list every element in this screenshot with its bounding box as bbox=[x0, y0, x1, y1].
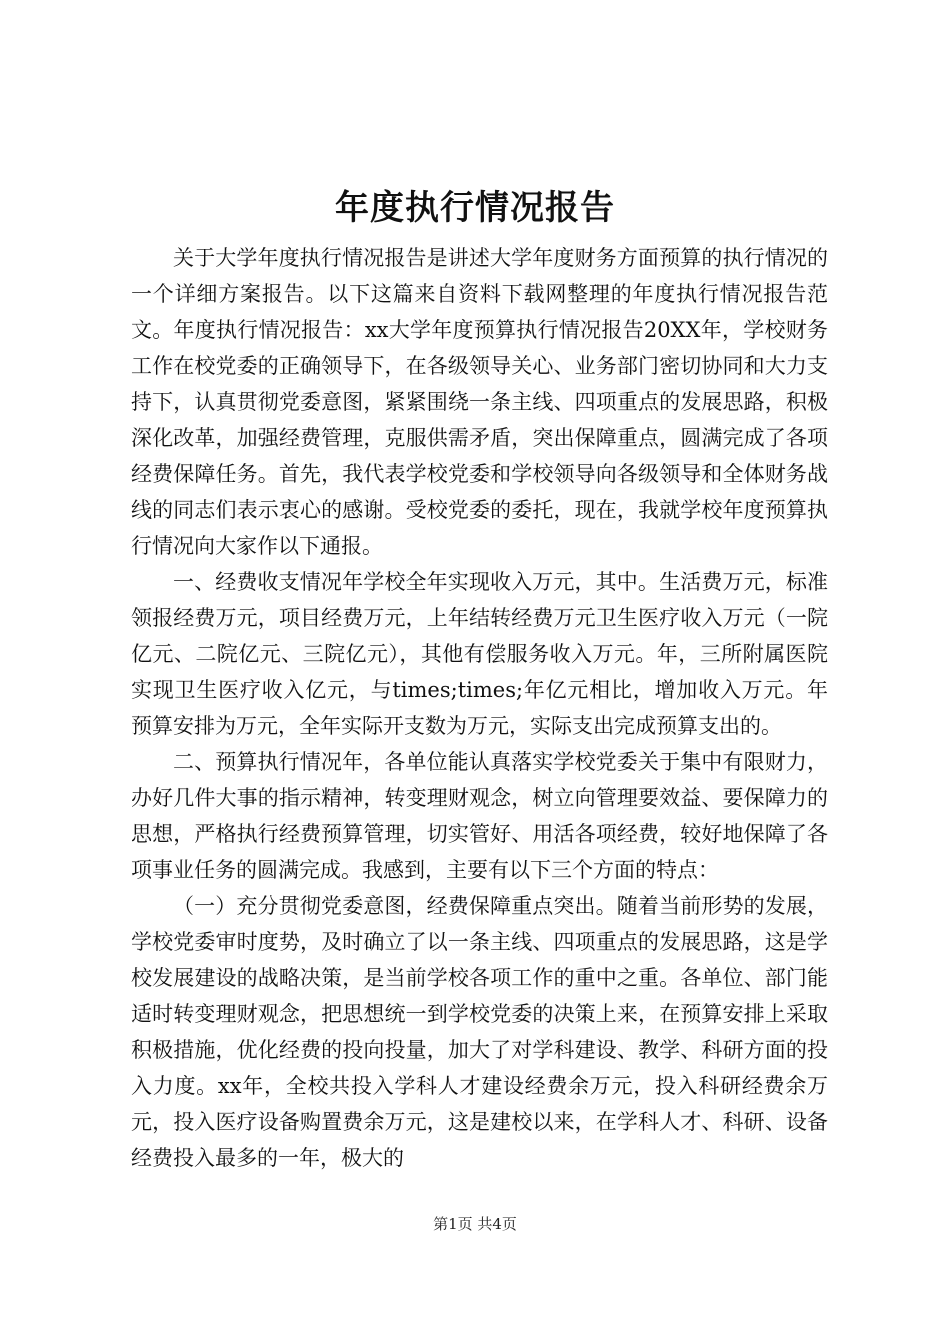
body-paragraph: 一、经费收支情况年学校全年实现收入万元，其中。生活费万元，标准领报经费万元，项目经费万元，上年结转经费万元卫生医疗收入万元（一院亿元、二院亿元、三院亿元），其他有偿服务收入万元。年，三所附属医院实现卫生医疗收入亿元，与times;times;年亿元相比，增加收入万元。年预算安排为万元，全年实际开支数为万元，实际支出完成预算支出的。 bbox=[131, 570, 828, 738]
body-paragraph: 关于大学年度执行情况报告是讲述大学年度财务方面预算的执行情况的一个详细方案报告。以下这篇来自资料下载网整理的年度执行情况报告范文。年度执行情况报告：xx大学年度预算执行情况报告20XX年，学校财务工作在校党委的正确领导下，在各级领导关心、业务部门密切协同和大力支持下，认真贯彻党委意图，紧紧围绕一条主线、四项重点的发展思路，积极深化改革，加强经费管理，克服供需矛盾，突出保障重点，圆满完成了各项经费保障任务。首先，我代表学校党委和学校领导向各级领导和全体财务战线的同志们表示衷心的感谢。受校党委的委托，现在，我就学校年度预算执行情况向大家作以下通报。 bbox=[131, 246, 828, 558]
document-body bbox=[131, 240, 828, 1176]
body-paragraph: 二、预算执行情况年，各单位能认真落实学校党委关于集中有限财力，办好几件大事的指示精神，转变理财观念，树立向管理要效益、要保障力的思想，严格执行经费预算管理，切实管好、用活各项经费，较好地保障了各项事业任务的圆满完成。我感到，主要有以下三个方面的特点： bbox=[131, 750, 828, 882]
document-title: 年度执行情况报告 bbox=[335, 188, 615, 228]
page-footer: 第1页 共4页 bbox=[433, 1215, 517, 1233]
body-paragraph: （一）充分贯彻党委意图，经费保障重点突出。随着当前形势的发展，学校党委审时度势，及时确立了以一条主线、四项重点的发展思路，这是学校发展建设的战略决策，是当前学校各项工作的重中之重。各单位、部门能适时转变理财观念，把思想统一到学校党委的决策上来，在预算安排上采取积极措施，优化经费的投向投量，加大了对学科建设、教学、科研方面的投入力度。xx年，全校共投入学科人才建设经费余万元，投入科研经费余万元，投入医疗设备购置费余万元，这是建校以来，在学科人才、科研、设备经费投入最多的一年，极大的 bbox=[131, 894, 828, 1170]
